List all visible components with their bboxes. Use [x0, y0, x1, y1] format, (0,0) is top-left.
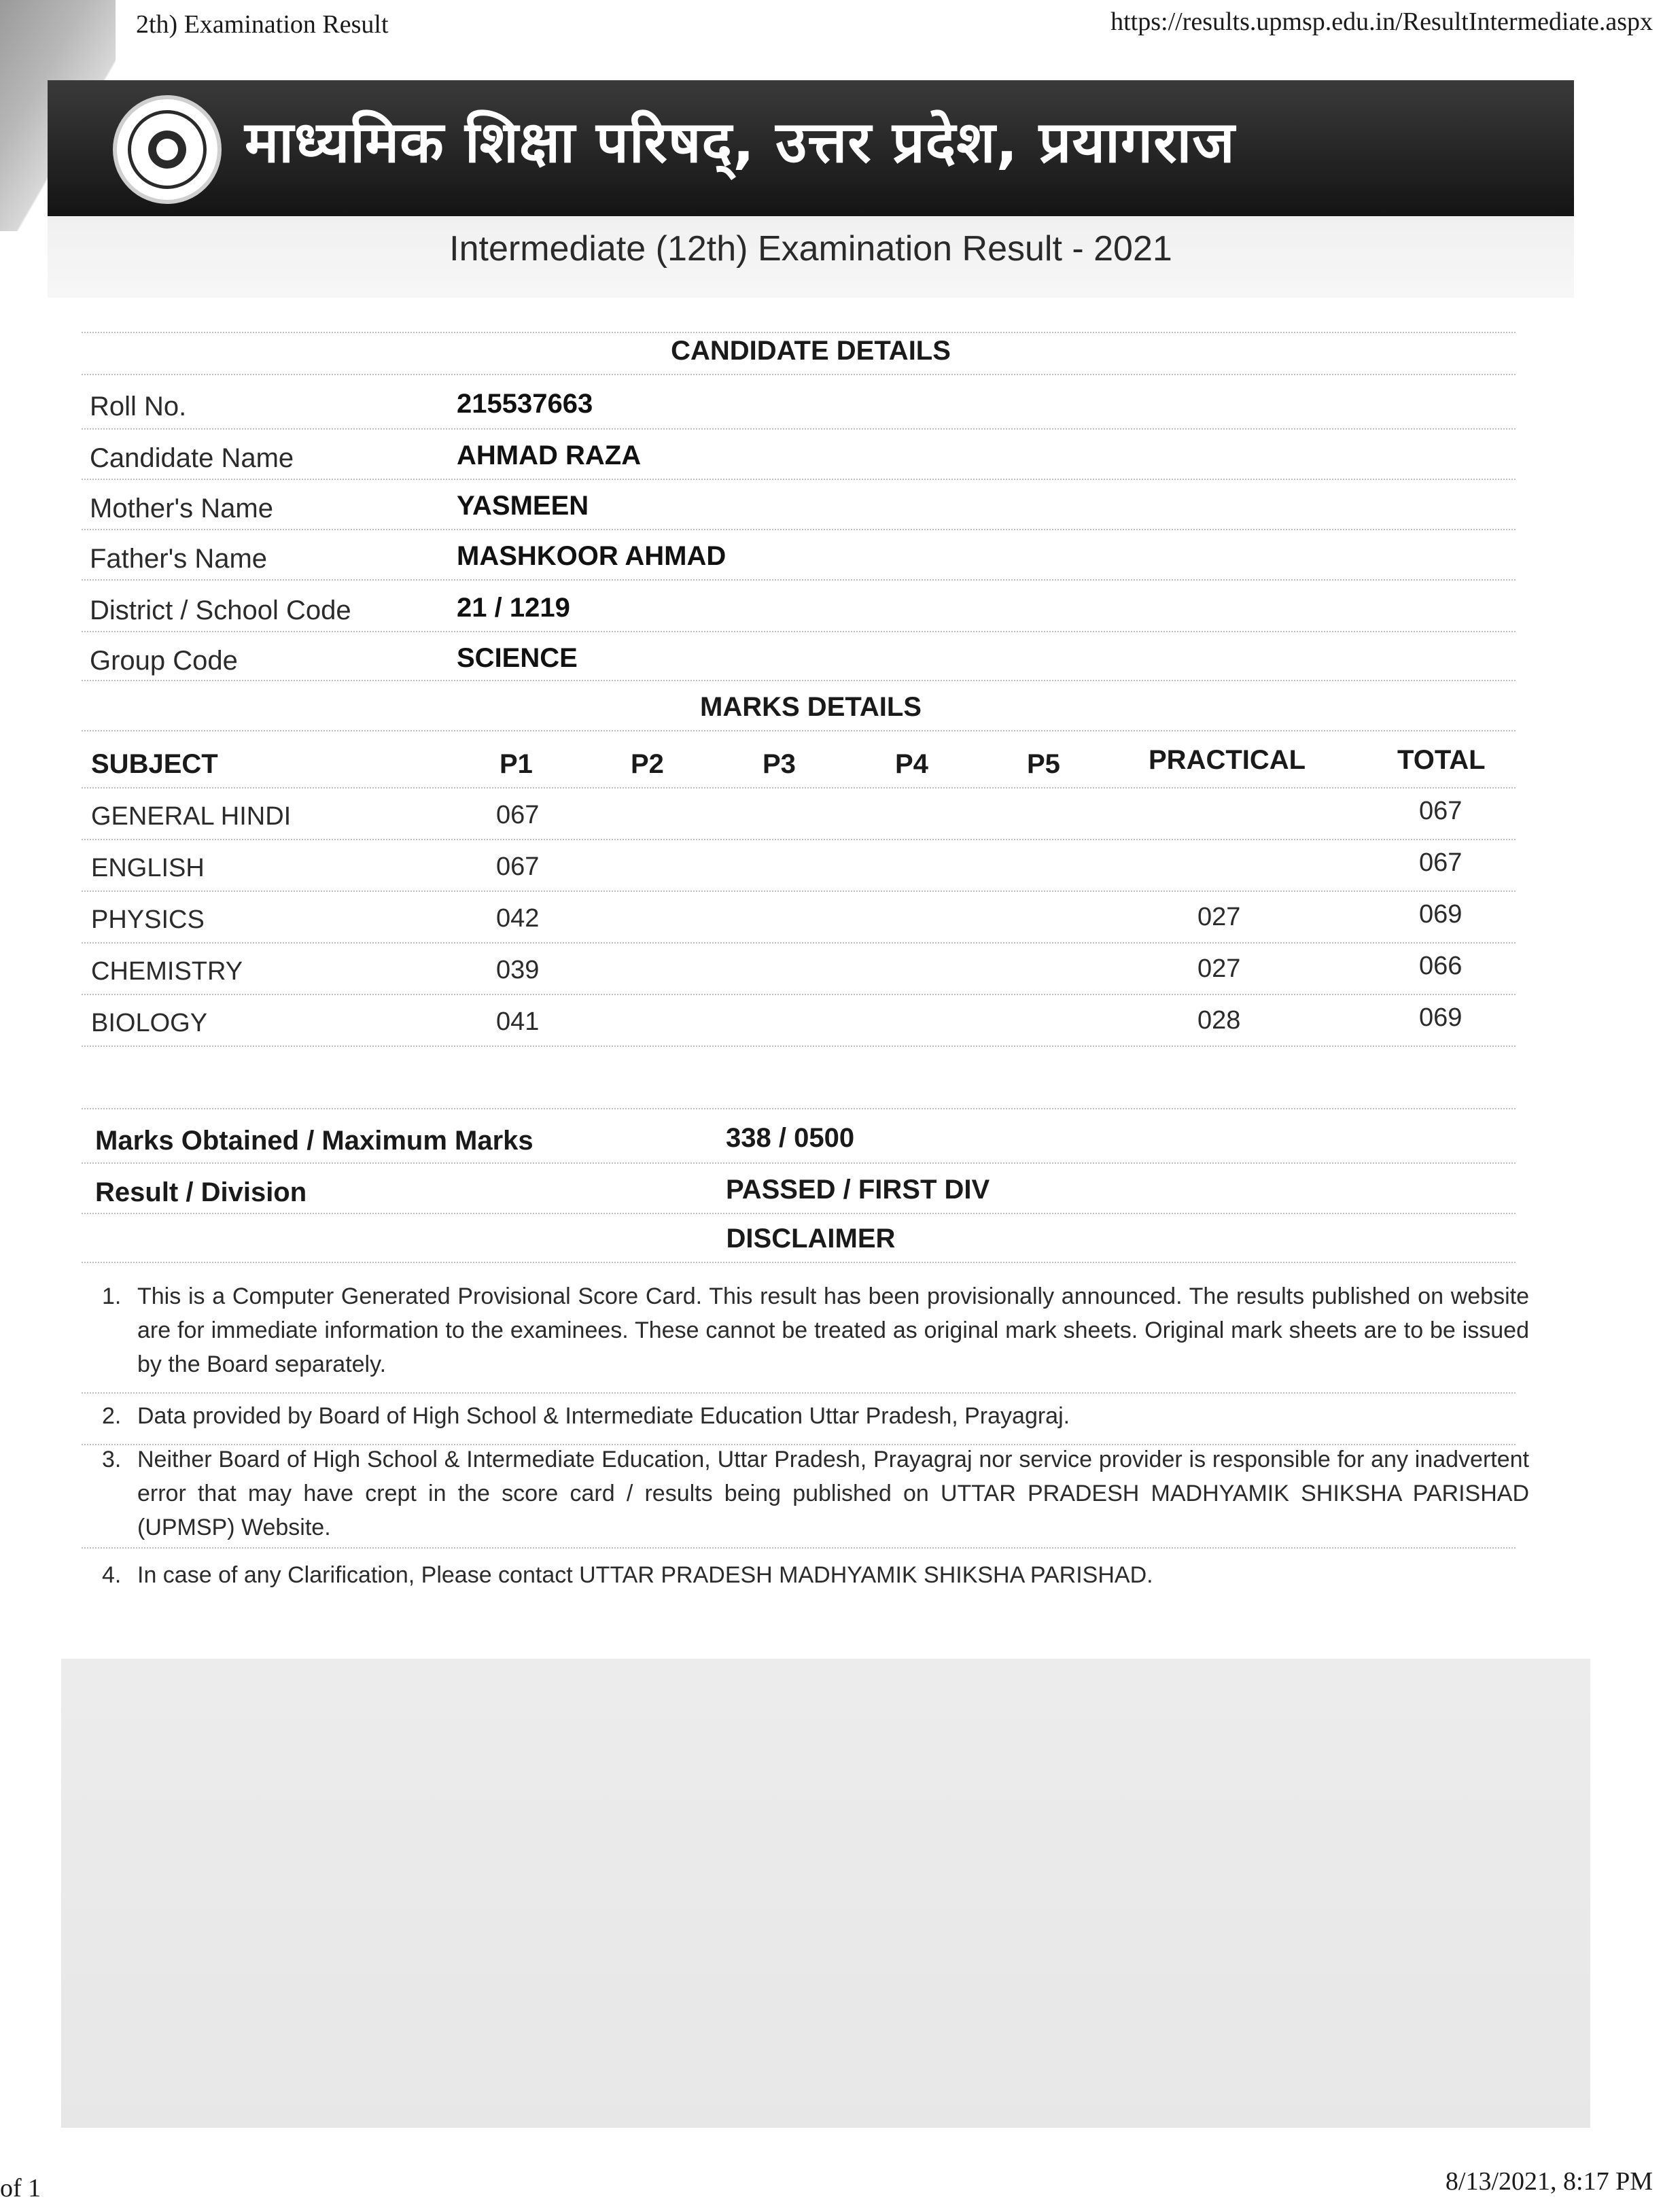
field-label-group: Group Code	[90, 646, 238, 676]
field-label-district: District / School Code	[90, 595, 351, 625]
col-total: TOTAL	[1397, 745, 1486, 775]
col-p5: P5	[1027, 749, 1060, 779]
field-value-district: 21 / 1219	[457, 593, 570, 623]
table-row-subject: ENGLISH	[91, 854, 205, 882]
result-card	[48, 298, 1574, 1644]
print-footer-datetime: 8/13/2021, 8:17 PM	[1445, 2167, 1653, 2196]
table-row-p1: 039	[496, 956, 540, 984]
table-row-total: 066	[1419, 952, 1463, 980]
table-row-subject: GENERAL HINDI	[91, 802, 292, 831]
up-emblem-icon	[113, 95, 222, 204]
col-subject: SUBJECT	[91, 749, 218, 779]
col-p1: P1	[500, 749, 533, 779]
table-row-total: 069	[1419, 900, 1463, 929]
field-label-mother: Mother's Name	[90, 494, 273, 523]
field-label-roll: Roll No.	[90, 392, 187, 421]
disclaimer-item: 4. In case of any Clarification, Please contact UTTAR PRADESH MADHYAMIK SHIKSHA PARISHAD.	[102, 1562, 1153, 1588]
field-value-group: SCIENCE	[457, 643, 578, 673]
col-practical: PRACTICAL	[1149, 745, 1306, 775]
field-label-father: Father's Name	[90, 544, 268, 574]
table-row-p1: 067	[496, 852, 540, 881]
table-row-practical: 028	[1197, 1006, 1241, 1035]
table-row-total: 067	[1419, 797, 1463, 825]
disclaimer-heading: DISCLAIMER	[726, 1224, 896, 1254]
disclaimer-item: 2. Data provided by Board of High School & Intermediate Education Uttar Pradesh, Prayagraj.	[102, 1403, 1070, 1429]
exam-title-band	[48, 216, 1574, 298]
disclaimer-item: 1. This is a Computer Generated Provisional Score Card. This result has been provisionally announced. The results published on website are for immediate information to the examinees. These cannot be treated as original mark sheets. Original mark sheets are to be issued by the Board separately.	[102, 1283, 1529, 1377]
table-row-practical: 027	[1197, 903, 1241, 931]
field-value-roll: 215537663	[457, 389, 593, 419]
table-row-subject: BIOLOGY	[91, 1009, 208, 1037]
col-p2: P2	[631, 749, 664, 779]
field-value-mother: YASMEEN	[457, 491, 589, 521]
blank-page-area	[61, 1659, 1590, 2128]
marks-obtained-value: 338 / 0500	[726, 1123, 855, 1153]
board-banner	[48, 80, 1574, 216]
table-row-subject: CHEMISTRY	[91, 957, 243, 986]
field-label-name: Candidate Name	[90, 443, 294, 473]
print-footer-pages: of 1	[0, 2174, 41, 2203]
board-name: माध्यमिक शिक्षा परिषद्, उत्तर प्रदेश, प्रयागराज	[245, 109, 1236, 175]
table-row-practical: 027	[1197, 954, 1241, 983]
result-division-value: PASSED / FIRST DIV	[726, 1175, 990, 1205]
disclaimer-item: 3. Neither Board of High School & Intermediate Education, Uttar Pradesh, Prayagraj nor service provider is responsible for any inadvertent error that may have crept in the score card / results being published on UTTAR PRADESH MADHYAMIK SHIKSHA PARISHAD (UPMSP) Website.	[102, 1447, 1529, 1540]
col-p3: P3	[763, 749, 796, 779]
exam-title: Intermediate (12th) Examination Result - 2021	[449, 229, 1172, 269]
table-row-p1: 041	[496, 1007, 540, 1036]
col-p4: P4	[895, 749, 928, 779]
field-value-name: AHMAD RAZA	[457, 441, 642, 470]
marks-details-heading: MARKS DETAILS	[700, 692, 922, 722]
marks-obtained-label: Marks Obtained / Maximum Marks	[95, 1126, 533, 1156]
candidate-details-heading: CANDIDATE DETAILS	[671, 336, 951, 366]
table-row-subject: PHYSICS	[91, 905, 205, 934]
print-header-title: 2th) Examination Result	[136, 10, 389, 39]
result-division-label: Result / Division	[95, 1177, 307, 1207]
print-header-url: https://results.upmsp.edu.in/ResultIntermediate.aspx	[1110, 7, 1653, 36]
table-row-total: 069	[1419, 1003, 1463, 1032]
table-row-p1: 042	[496, 904, 540, 933]
field-value-father: MASHKOOR AHMAD	[457, 541, 727, 571]
table-row-p1: 067	[496, 801, 540, 829]
table-row-total: 067	[1419, 848, 1463, 877]
